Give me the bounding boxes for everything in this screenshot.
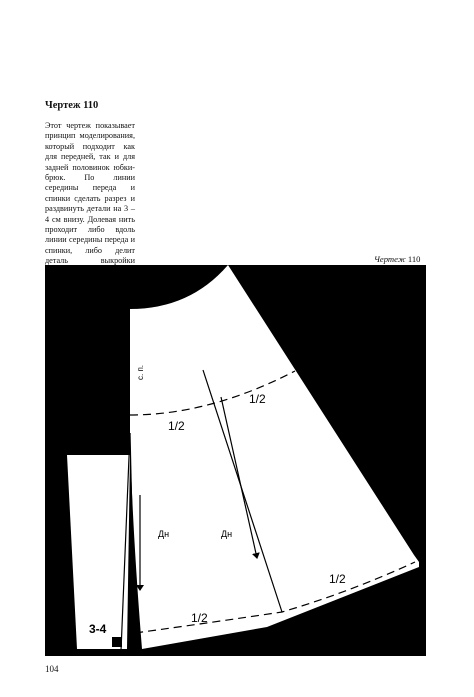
half-label-upper-right: 1/2 bbox=[249, 392, 266, 406]
drawing-heading: Чертеж 110 bbox=[45, 100, 99, 111]
half-label-lower-middle: 1/2 bbox=[191, 611, 208, 625]
figure-caption-number: 110 bbox=[407, 254, 421, 264]
figure-caption bbox=[374, 254, 420, 264]
center-front-label: с. п. bbox=[136, 365, 145, 380]
page-number: 104 bbox=[45, 664, 59, 674]
spread-label: 3-4 bbox=[89, 622, 107, 636]
half-label-lower-right: 1/2 bbox=[329, 572, 346, 586]
drawing-description: Этот чертеж показывает принцип моделирования, который подходит как для передней, так и для задней половинок юбки-брюк. По линии середины переда и спинки сделать разрез и раздвинуть детали на 3 – 4 см внизу. Долевая нить проходит либо вдоль линии середины переда и спинки, либо делит деталь выкройки bbox=[45, 121, 135, 266]
grain-label-left: Дн bbox=[158, 529, 170, 539]
figure-caption-label: Чертеж bbox=[374, 254, 406, 264]
pattern-drawing bbox=[45, 265, 426, 656]
half-label-upper-left: 1/2 bbox=[168, 419, 185, 433]
spread-indicator bbox=[112, 637, 122, 647]
grain-label-center: Дн bbox=[221, 529, 233, 539]
left-pattern-piece bbox=[67, 455, 130, 649]
